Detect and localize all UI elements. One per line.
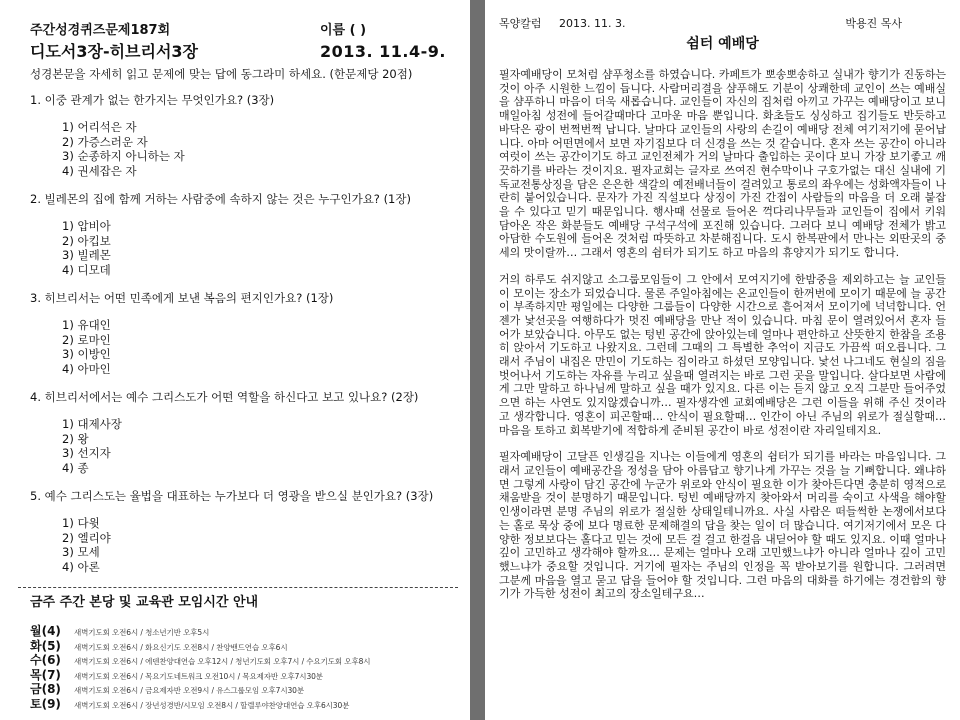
question-3: [30, 290, 452, 376]
question-5: [30, 488, 452, 574]
section-divider: [18, 587, 458, 588]
column-page: [485, 0, 960, 720]
question-text: 5. 예수 그리스도는 율법을 대표하는 누가보다 더 영광을 받으실 분인가요? (3장): [30, 489, 434, 503]
schedule-items: 새벽기도회 오전6시 / 에덴찬양대연습 오후12시 / 청년기도회 오후7시 / 수요기도회 오후8시: [74, 657, 371, 666]
column-paragraph: 필자예배당이 고달픈 인생길을 지나는 이들에게 영혼의 쉼터가 되기를 바라는 마음입니다. 그래서 교인들이 예배공간을 정성을 담아 아름답고 향기나게 가꾸는 것을 늘 기뻐합니다. 왜냐하면 그렇게 사랑이 담긴 공간에 누군가 위로와 안식이 필요한 이가 찾아든다면 충분히 영적으로 채움받을 것이 분명하기 때문입니다. 텅빈 예배당까지 찾아와서 머리를 숙이고 사색을 해야할 인생이라면 분명 주님의 위로가 절실한 상태일테니까요. 사실 사람은 떠들썩한 논쟁에서보다는 홀로 묵상 중에 보다 명료한 문제해결의 답을 찾는 일이 더 많습니다. 여기저기에서 모은 다양한 정보보다는 홀다고 믿는 것에 모든 걸 걸고 한걸음 내딛어야 할 때도 있지요. 이때 얼마나 깊이 고민하고 생각해야 할까요… 문제는 얼마나 오래 고민했느냐가 아니라 얼마나 깊이 고민했느냐가 중요할 것입니다. 거기에 필자는 주님의 인정을 꼭 받아보기를 원합니다. 그러려면 그분께 마음을 열고 묻고 답을 들어야 할 것입니다. 그런 마음의 대화를 하기에는 경건함의 향기가 가득한 성전이 최고의 장소일테구요…: [499, 450, 946, 601]
option-item[interactable]: 4) 아론: [62, 559, 100, 574]
option-item[interactable]: 2) 가증스러운 자: [62, 134, 148, 149]
schedule-row: [30, 680, 452, 695]
schedule-row: [30, 651, 452, 666]
schedule-items: 새벽기도회 오전6시 / 금요제자반 오전9시 / 유스그룹모임 오후7시30분: [74, 686, 304, 695]
schedule-day: 토(9): [30, 696, 61, 711]
option-item[interactable]: 1) 압비아: [62, 219, 111, 233]
question-text: 1. 이중 관계가 없는 한가지는 무엇인가요? (3장): [30, 93, 275, 107]
quiz-instruction: 성경본문을 자세히 읽고 문제에 맞는 답에 동그라미 하세요. (한문제당 20점): [30, 67, 413, 81]
quiz-title: 디도서3장-히브리서3장: [30, 42, 199, 61]
page-gutter: [470, 0, 485, 720]
question-1: [30, 92, 452, 178]
column-date: 2013. 11. 3.: [559, 17, 626, 30]
schedule-items: 새벽기도회 오전6시 / 청소년기반 오후5시: [74, 628, 210, 637]
option-item[interactable]: 3) 순종하지 아니하는 자: [62, 149, 185, 163]
question-4: [30, 389, 452, 475]
schedule-row: [30, 622, 452, 637]
question-2: [30, 191, 452, 277]
option-item[interactable]: 3) 선지자: [62, 446, 111, 460]
option-item[interactable]: 4) 디모데: [62, 262, 111, 277]
option-item[interactable]: 1) 대제사장: [62, 417, 122, 431]
option-item[interactable]: 4) 종: [62, 460, 89, 475]
quiz-issue: 주간성경퀴즈문제187회: [30, 23, 171, 38]
question-text: 2. 빌레몬의 집에 함께 거하는 사람중에 속하지 않는 것은 누구인가요? (1장): [30, 192, 411, 206]
option-item[interactable]: 2) 아킵보: [62, 233, 111, 248]
schedule-day: 화(5): [30, 638, 61, 653]
schedule-row: [30, 695, 452, 710]
option-list: [30, 417, 452, 475]
schedule-day: 금(8): [30, 682, 61, 696]
column-body: [499, 68, 946, 601]
option-item[interactable]: 1) 유대인: [62, 318, 111, 332]
quiz-date: 2013. 11.4-9.: [319, 42, 446, 61]
schedule-title: 금주 주간 본당 및 교육관 모임시간 안내: [30, 595, 259, 610]
option-item[interactable]: 2) 왕: [62, 431, 89, 446]
schedule-section: [30, 594, 452, 709]
quiz-page: [0, 0, 470, 720]
schedule-items: 새벽기도회 오전6시 / 목요기도네트워크 오전10시 / 목요제자반 오후7시30분: [74, 671, 323, 681]
column-paragraph: 필자예배당이 모처럼 샴푸청소를 하였습니다. 카페트가 뽀송뽀송하고 실내가 향기가 진동하는 것이 아주 시원한 느낌이 듭니다. 사람머리결을 샴푸해도 기분이 상쾌한데 교인이 쓰는 예배실을 샴푸하니 마음이 더욱 새롭습니다. 교인들이 자신의 집처럼 아끼고 가꾸는 예배당이고 보니 매일아침 성전에 들어갈때마다 고마운 마음 뿐입니다. 화초들도 싱싱하고 집기들도 반듯하고 바닥은 광이 번쩍번쩍 납니다. 날마다 교인들의 사랑의 손길이 예배당 전체 여기저기에 묻어납니다. 아마 어떤면에서 보면 자기집보다 더 신경을 쓰는 것 같습니다. 혼자 쓰는 공간이 아니라 여럿이 쓰는 공간이기도 하고 교인전체가 거의 날마다 출입하는 곳이다 보니 가장 보기좋고 깨끗하기를 바라는 것이지요. 필자교회는 글자로 쓰여진 현수막이나 구호가없는 대신 실내에 기독교전통상징을 담은 은은한 색갈의 예전배너들이 걸려있고 통로의 좌우에는 성화액자들이 나란히 붙어있습니다. 문자가 가진 직설보다 상징이 가진 간접이 사람들의 마음을 더 오래 붙잡을 수 있다고 믿기 때문입니다. 행사때 선물로 들어온 꺽다리나무들과 교인들이 집에서 키워 담아온 작은 화분들도 예배당 구석구석에 포진해 있습니다. 그러다 보니 예배당 전체가 밝고 아담한 수도원에 들어온 것처럼 따뜻하고 차분해집니다. 도시 한복판에서 만나는 외딴곳의 중세의 맛이랄까… 그래서 영혼의 쉼터가 되기도 하고 마음의 휴양지가 되기도 합니다.: [499, 68, 946, 260]
question-text: 3. 히브리서는 어떤 민족에게 보낸 복음의 편지인가요? (1장): [30, 291, 334, 305]
column-author: 박용진 목사: [845, 17, 902, 30]
column-header: [499, 16, 946, 32]
option-list: [30, 318, 452, 376]
schedule-items: 새벽기도회 오전6시 / 화요신기도 오전8시 / 찬양밴드연습 오후6시: [74, 642, 288, 652]
option-item[interactable]: 1) 어리석은 자: [62, 120, 137, 134]
column-title: 쉼터 예배당: [686, 36, 759, 52]
column-label: 목양칼럼: [499, 17, 542, 30]
question-text: 4. 히브리서에서는 예수 그리스도가 어떤 역할을 하신다고 보고 있나요? (2장): [30, 390, 419, 404]
schedule-row: [30, 666, 452, 681]
option-list: [30, 516, 452, 574]
option-item[interactable]: 2) 엘리야: [62, 530, 111, 545]
option-item[interactable]: 1) 다윗: [62, 516, 100, 530]
option-item[interactable]: 4) 아마인: [62, 361, 111, 376]
schedule-items: 새벽기도회 오전6시 / 장년성경반/시모임 오전8시 / 할렐루야찬양대연습 오후6시30분: [74, 700, 350, 710]
quiz-title-row: [30, 42, 452, 62]
option-item[interactable]: 4) 권세잡은 자: [62, 163, 137, 178]
quiz-header: [30, 22, 452, 40]
column-paragraph: 거의 하루도 쉬지않고 소그룹모임들이 그 안에서 모여지기에 한밤중을 제외하고는 늘 교인들이 모이는 장소가 되었습니다. 물론 주일아침에는 온교인들이 한꺼번에 모이기 때문에 늘 공간이 부족하지만 평일에는 다양한 그룹들이 다양한 시간으로 흩어져서 모이기에 넉넉합니다. 언젠가 낯선곳을 여행하다가 멋진 예배당을 만난 적이 있습니다. 마침 문이 열려있어서 혼자 들어가 보았습니다. 아무도 없는 텅빈 공간에 앉아있는데 얼마나 편안하고 산뜻한지 한참을 조용히 앉아서 기도하고 나왔지요. 그런데 그때의 그 특별한 추억이 지금도 가끔씩 떠오릅니다. 그래서 주님이 내집은 만민이 기도하는 집이라고 하셨던 모양입니다. 낯선 나그네도 현실의 짐을 벗어나서 기도하는 자유를 누리고 싶을때 열려지는 바로 그런 곳을 말입니다. 살다보면 사람에게 그만 말하고 하나님께 말하고 싶을 때가 있지요. 다른 이는 듣지 않고 오직 그분만 들어주었으면 하는 사연도 있지않겠습니까… 필자생각엔 교회예배당은 그런 이들을 위해 주신 것이라고 생각합니다. 영혼이 피곤할때… 안식이 필요할때… 인간이 아닌 주님의 위로가 절실할때… 마음을 토하고 회복받기에 적합하게 준비된 공간이 바로 성전이란 자리일테지요.: [499, 272, 946, 437]
schedule-day: 목(7): [30, 667, 61, 682]
option-item[interactable]: 3) 모세: [62, 545, 100, 559]
name-field-label: 이름 ( ): [320, 23, 367, 38]
option-list: [30, 219, 452, 277]
schedule-row: [30, 637, 452, 652]
schedule-day: 수(6): [30, 653, 61, 667]
option-item[interactable]: 2) 로마인: [62, 332, 111, 347]
schedule-day: 월(4): [30, 624, 61, 638]
option-list: [30, 120, 452, 178]
option-item[interactable]: 3) 이방인: [62, 347, 111, 361]
option-item[interactable]: 3) 빌레몬: [62, 248, 111, 262]
